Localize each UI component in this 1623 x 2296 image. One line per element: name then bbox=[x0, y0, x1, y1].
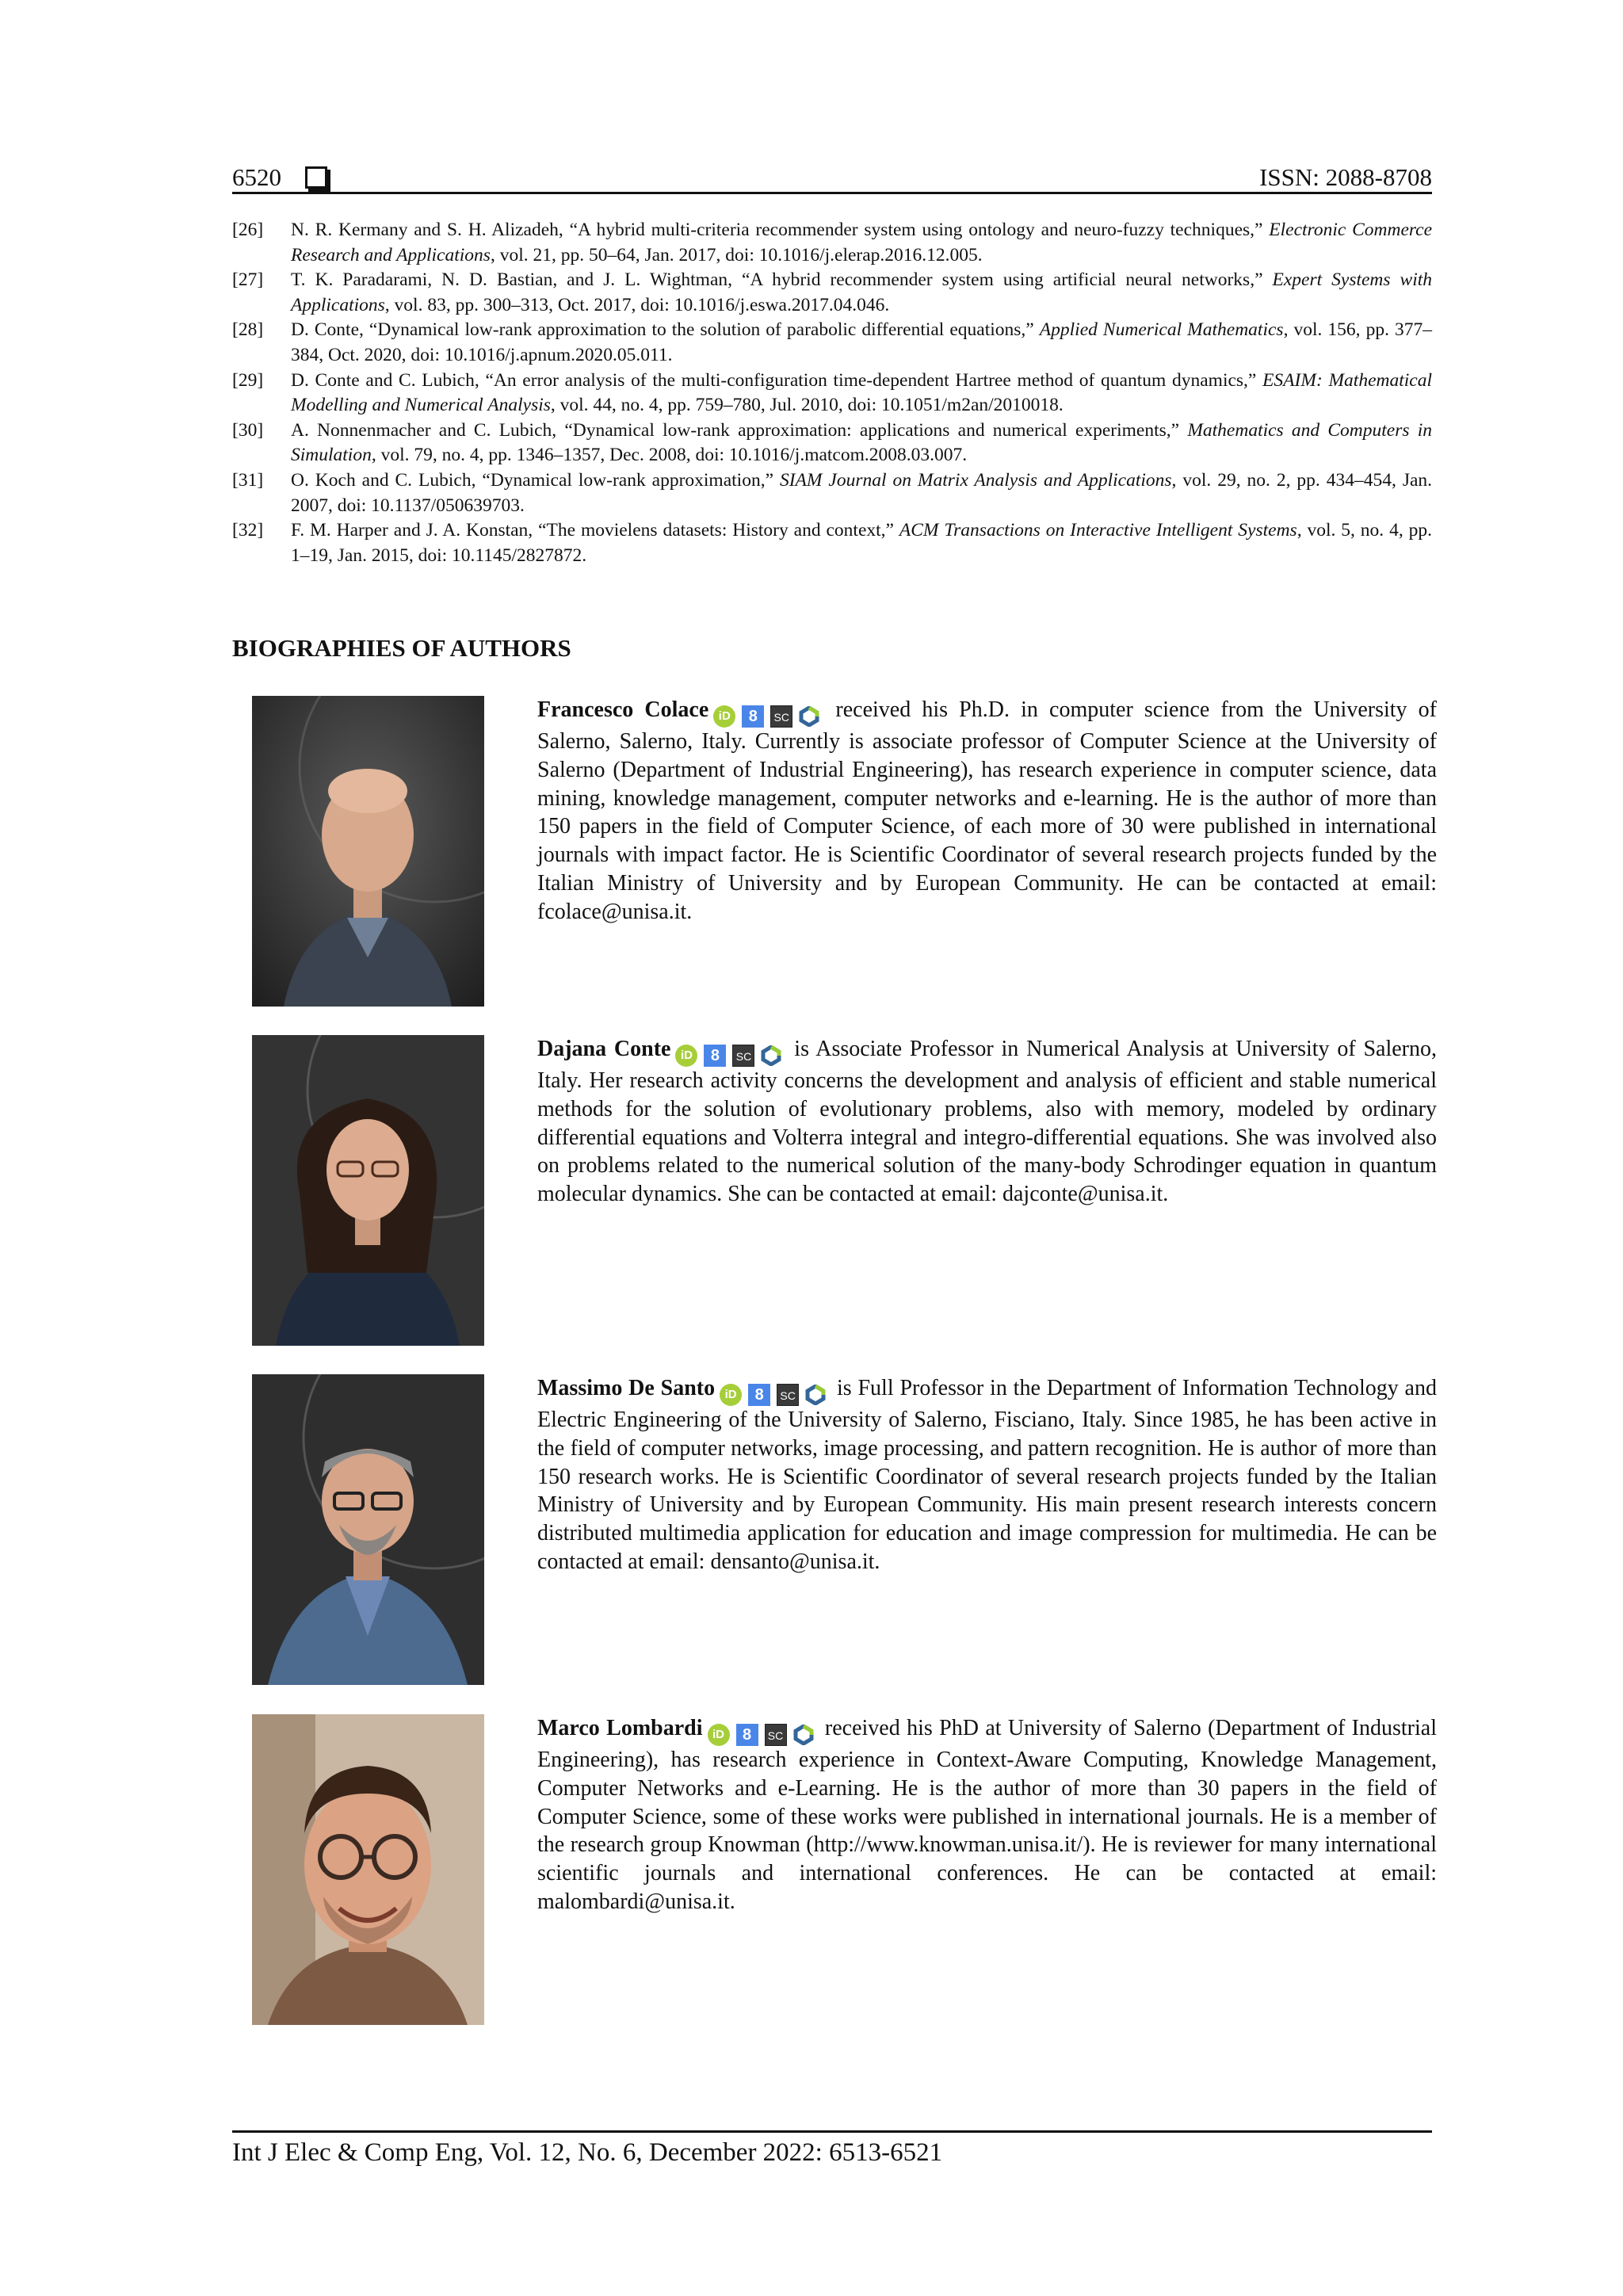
scopus-icon[interactable]: SC bbox=[770, 705, 792, 728]
reference-item bbox=[232, 268, 1432, 318]
orcid-icon[interactable]: iD bbox=[708, 1724, 730, 1746]
orcid-icon[interactable]: iD bbox=[720, 1384, 742, 1406]
reference-number: [27] bbox=[232, 269, 264, 291]
publons-icon[interactable] bbox=[761, 1045, 781, 1066]
publons-icon[interactable] bbox=[793, 1725, 814, 1745]
author-profile-icons bbox=[708, 1724, 814, 1746]
author-name: Dajana Conte bbox=[537, 1037, 671, 1061]
author-bio-text bbox=[537, 1714, 1437, 1916]
reference-text: N. R. Kermany and S. H. Alizadeh, “A hybrid multi-criteria recommender system using ontology and neuro-fuzzy techniques,” Electronic Commerce Research and Applications, vol. 21, pp. 50–64, Jan. 2017, doi: 10.1016/j.elerap.2016.12.005. bbox=[291, 220, 1433, 266]
author-bio-text bbox=[537, 696, 1437, 926]
google-scholar-icon[interactable]: 8 bbox=[742, 705, 764, 728]
author-photo bbox=[252, 1035, 484, 1346]
publons-icon[interactable] bbox=[805, 1385, 826, 1405]
reference-journal: SIAM Journal on Matrix Analysis and Applications bbox=[779, 469, 1172, 491]
reference-journal: Mathematics and Computers in Simulation bbox=[291, 419, 1432, 466]
page-number: 6520 bbox=[232, 163, 281, 191]
reference-item bbox=[232, 468, 1432, 518]
publons-icon[interactable] bbox=[799, 706, 819, 727]
reference-text: D. Conte and C. Lubich, “An error analysis of the multi-configuration time-dependent Hartree method of quantum dynamics,” ESAIM: Mathematical Modelling and Numerical Analysis, vol. 44, no. 4, pp. 759–780, Jul. 2010, doi: 10.1051/m2an/2010018. bbox=[291, 369, 1432, 416]
box-icon bbox=[305, 166, 327, 189]
header-rule bbox=[232, 192, 1432, 194]
scopus-icon[interactable]: SC bbox=[777, 1384, 799, 1406]
scopus-icon[interactable]: SC bbox=[765, 1724, 787, 1746]
reference-text: T. K. Paradarami, N. D. Bastian, and J. L. Wightman, “A hybrid recommender system using artificial neural networks,” Expert Systems with Applications, vol. 83, pp. 300–313, Oct. 2017, doi: 10.1016/j.eswa.2017.04.046. bbox=[291, 269, 1433, 315]
author-bio-body: is Associate Professor in Numerical Analysis at University of Salerno, Italy. Her research activity concerns the development and analysis of efficient and stable numerical methods for the solution of evolutionary problems, also with memory, modeled by ordinary differential equations and Volterra integral and integro-differential equations. She was involved also on problems related to the numerical solution of the many-body Schrodinger equation in quantum molecular dynamics. She can be contacted at email: dajconte@unisa.it. bbox=[537, 1037, 1438, 1207]
author-bio-text bbox=[537, 1374, 1437, 1576]
reference-journal: ESAIM: Mathematical Modelling and Numerical Analysis bbox=[291, 369, 1432, 416]
reference-item bbox=[232, 418, 1432, 468]
reference-text: F. M. Harper and J. A. Konstan, “The movielens datasets: History and context,” ACM Transactions on Interactive Intelligent Systems, vol. 5, no. 4, pp. 1–19, Jan. 2015, doi: 10.1145/2827872. bbox=[291, 520, 1432, 566]
reference-journal: Expert Systems with Applications bbox=[291, 269, 1433, 315]
scopus-icon[interactable]: SC bbox=[732, 1045, 754, 1067]
reference-number: [26] bbox=[232, 220, 264, 240]
reference-journal: Applied Numerical Mathematics bbox=[1039, 319, 1284, 341]
author-photo bbox=[252, 1374, 484, 1685]
section-heading: BIOGRAPHIES OF AUTHORS bbox=[232, 634, 571, 662]
google-scholar-icon[interactable]: 8 bbox=[704, 1045, 726, 1067]
reference-item bbox=[232, 218, 1432, 268]
reference-item bbox=[232, 369, 1432, 418]
reference-number: [28] bbox=[232, 319, 264, 341]
reference-number: [30] bbox=[232, 419, 264, 441]
reference-journal: ACM Transactions on Interactive Intelligent Systems bbox=[899, 520, 1297, 541]
issn: ISSN: 2088-8708 bbox=[1259, 163, 1432, 191]
author-name: Marco Lombardi bbox=[537, 1716, 703, 1740]
orcid-icon[interactable]: iD bbox=[713, 705, 735, 728]
orcid-icon[interactable]: iD bbox=[675, 1045, 697, 1067]
google-scholar-icon[interactable]: 8 bbox=[736, 1724, 758, 1746]
google-scholar-icon[interactable]: 8 bbox=[748, 1384, 770, 1406]
author-bio-body: is Full Professor in the Department of Information Technology and Electric Engineering of the University of Salerno, Fisciano, Italy. Since 1985, he has been active in the field of computer networks, image processing, and pattern recognition. He is author of more than 150 research works. He is Scientific Coordinator of several research projects funded by the Italian Ministry of University and by European Community. His main present research interests concern distributed multimedia application for education and image compression for multimedia. He can be contacted at email: densanto@unisa.it. bbox=[537, 1376, 1437, 1574]
author-bio-body: received his PhD at University of Salerno (Department of Industrial Engineering), has research experience in Context-Aware Computing, Knowledge Management, Computer Networks and e-Learning. He is the author of more than 30 papers in the field of Computer Science, some of these works were published in international journals. He is a member of the research group Knowman (http://www.knowman.unisa.it/). He is reviewer for many international scientific journals and international conferences. He can be contacted at email: malombardi@unisa.it. bbox=[537, 1716, 1437, 1914]
reference-number: [32] bbox=[232, 520, 264, 541]
footer-citation: Int J Elec & Comp Eng, Vol. 12, No. 6, December 2022: 6513-6521 bbox=[232, 2138, 943, 2167]
author-profile-icons bbox=[720, 1384, 826, 1406]
reference-text: O. Koch and C. Lubich, “Dynamical low-rank approximation,” SIAM Journal on Matrix Analysis and Applications, vol. 29, no. 2, pp. 434–454, Jan. 2007, doi: 10.1137/050639703. bbox=[291, 469, 1433, 516]
footer-rule bbox=[232, 2130, 1432, 2133]
author-photo bbox=[252, 1714, 484, 2025]
reference-number: [31] bbox=[232, 469, 264, 491]
reference-item bbox=[232, 518, 1432, 568]
reference-text: A. Nonnenmacher and C. Lubich, “Dynamical low-rank approximation: applications and numerical experiments,” Mathematics and Computers in Simulation, vol. 79, no. 4, pp. 1346–1357, Dec. 2008, doi: 10.1016/j.matcom.2008.03.007. bbox=[291, 419, 1432, 466]
reference-list bbox=[232, 218, 1432, 568]
running-header bbox=[232, 155, 1432, 192]
reference-text: D. Conte, “Dynamical low-rank approximation to the solution of parabolic differential equations,” Applied Numerical Mathematics, vol. 156, pp. 377–384, Oct. 2020, doi: 10.1016/j.apnum.2020.05.011. bbox=[291, 319, 1433, 365]
author-profile-icons bbox=[713, 705, 819, 728]
author-name: Massimo De Santo bbox=[537, 1376, 716, 1400]
author-bio-body: received his Ph.D. in computer science from the University of Salerno, Salerno, Italy. Currently is associate professor of Computer Science at the University of Salerno (Department of Industrial Engineering), has research experience in computer science, data mining, knowledge management, computer networks and e-learning. He is the author of more than 150 papers in the field of Computer Science, of each more of 30 were published in international journals with impact factor. He is Scientific Coordinator of several research projects funded by the Italian Ministry of University and by European Community. He can be contacted at email: fcolace@unisa.it. bbox=[537, 697, 1437, 924]
reference-number: [29] bbox=[232, 369, 264, 391]
author-name: Francesco Colace bbox=[537, 697, 709, 722]
author-photo bbox=[252, 696, 484, 1007]
author-bio-text bbox=[537, 1035, 1437, 1209]
author-profile-icons bbox=[675, 1045, 781, 1067]
reference-item bbox=[232, 318, 1432, 368]
reference-journal: Electronic Commerce Research and Applications bbox=[291, 220, 1433, 266]
